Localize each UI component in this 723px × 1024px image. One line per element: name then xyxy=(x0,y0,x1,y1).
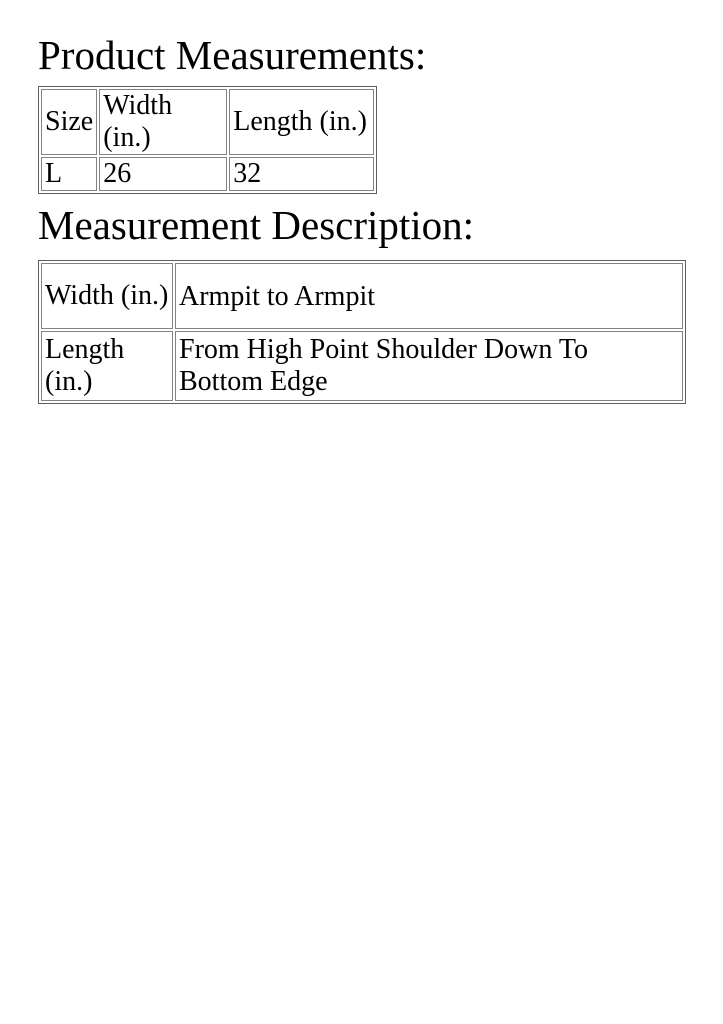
column-header-width: Width (in.) xyxy=(99,89,227,155)
cell-width-value: 26 xyxy=(99,157,227,191)
description-row-length xyxy=(41,331,683,401)
column-header-length: Length (in.) xyxy=(229,89,374,155)
label-cell-length: Length (in.) xyxy=(41,331,173,401)
column-header-size: Size xyxy=(41,89,97,155)
page-title-product-measurements: Product Measurements: xyxy=(38,32,427,78)
measurements-header-row xyxy=(41,89,374,155)
description-row-width xyxy=(41,263,683,329)
description-cell-width xyxy=(175,263,683,329)
page-title-measurement-description: Measurement Description: xyxy=(38,201,475,248)
cell-size-value: L xyxy=(41,157,97,191)
description-text-width: Armpit to Armpit xyxy=(179,280,375,312)
product-measurements-table xyxy=(38,86,377,194)
label-cell-width: Width (in.) xyxy=(41,263,173,329)
measurement-description-table xyxy=(38,260,686,404)
measurements-data-row xyxy=(41,157,374,191)
page xyxy=(0,0,723,404)
cell-length-value: 32 xyxy=(229,157,374,191)
description-cell-length xyxy=(175,331,683,401)
description-text-length: From High Point Shoulder Down To Bottom Edge xyxy=(179,333,588,397)
